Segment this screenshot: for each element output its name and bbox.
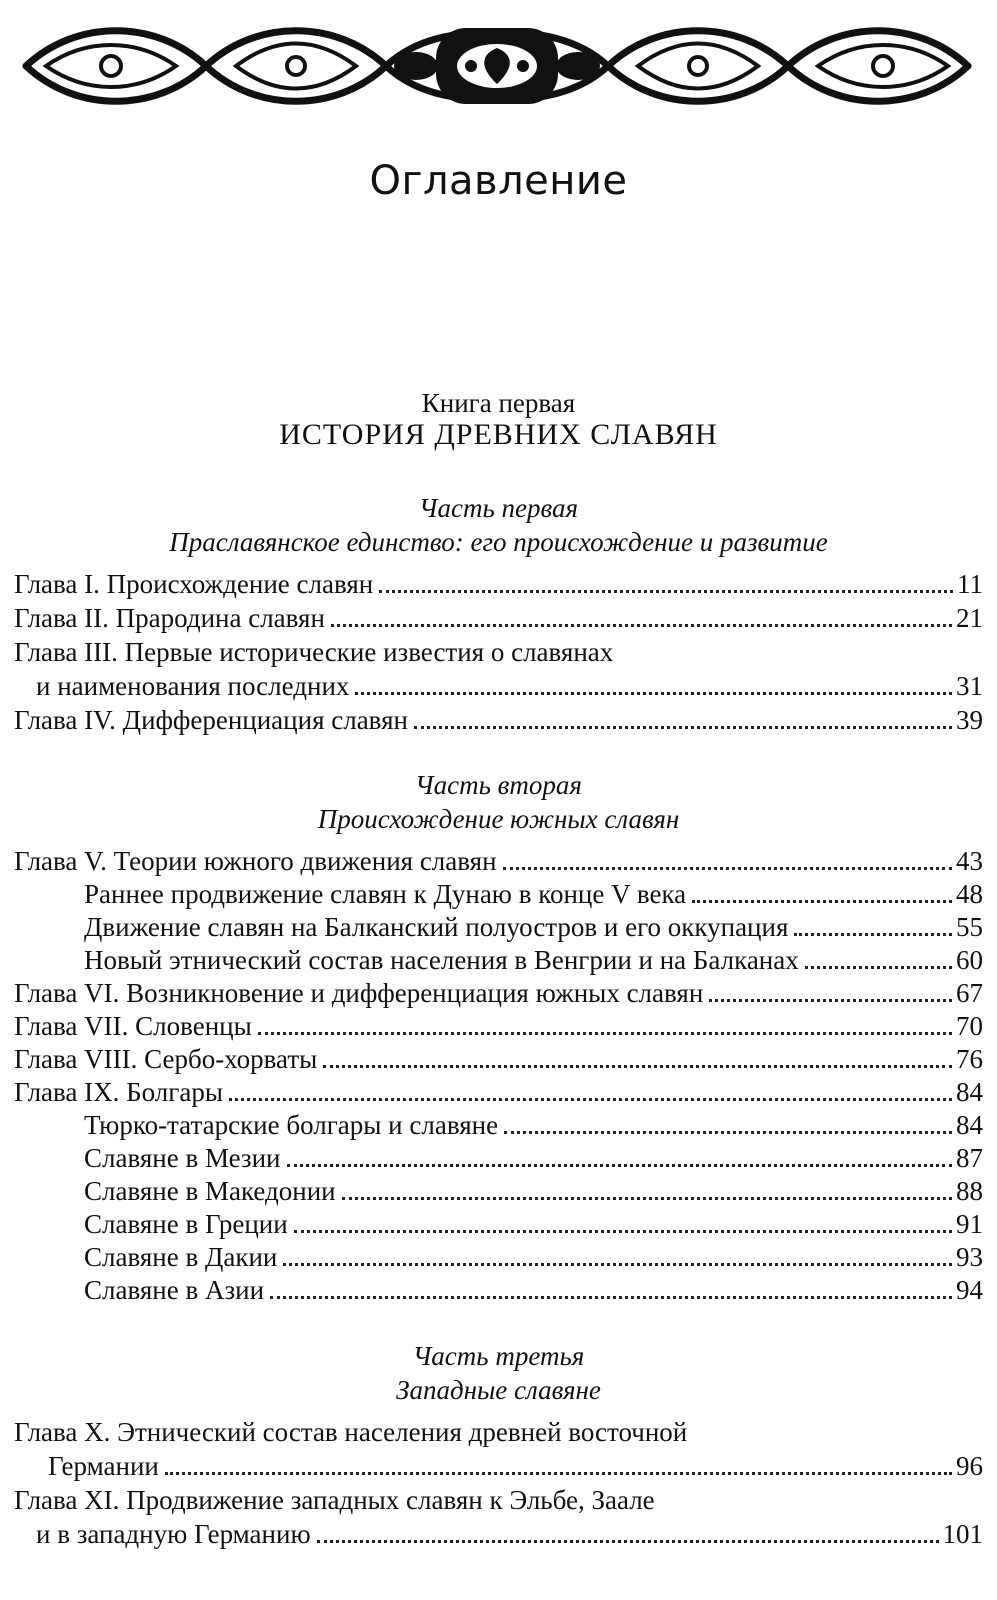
toc-entry-page: 101 bbox=[942, 1519, 983, 1549]
page-title: Оглавление bbox=[369, 158, 628, 204]
dot-leader bbox=[331, 624, 952, 627]
dot-leader bbox=[287, 1164, 953, 1167]
toc-entry-title: Славяне в Греции bbox=[84, 1209, 288, 1239]
toc-entry-first-line: Глава XI. Продвижение западных славян к Эльбе, Заале bbox=[14, 1485, 655, 1515]
toc-entry-title: Славяне в Мезии bbox=[84, 1143, 281, 1173]
toc-entry-title: и в западную Германию bbox=[36, 1519, 311, 1549]
toc-subentry[interactable] bbox=[84, 1108, 983, 1142]
toc-entry[interactable] bbox=[14, 703, 983, 737]
toc-subentry[interactable] bbox=[84, 1273, 983, 1307]
toc-entry-title: Глава V. Теории южного движения славян bbox=[14, 846, 497, 876]
part-label: Часть вторая bbox=[415, 770, 582, 800]
dot-leader bbox=[165, 1472, 952, 1475]
toc-entry-title: Славяне в Азии bbox=[84, 1275, 265, 1305]
toc-entry-title: и наименования последних bbox=[36, 671, 350, 701]
toc-entry-title: Глава IV. Дифференциация славян bbox=[14, 705, 408, 735]
part-subtitle: Праславянское единство: его происхождение и развитие bbox=[169, 527, 828, 557]
toc-entry-title: Германии bbox=[48, 1451, 159, 1481]
toc-entry-first-line: Глава III. Первые исторические известия о славянах bbox=[14, 637, 614, 667]
part-label: Часть первая bbox=[418, 493, 579, 523]
toc-entry-title: Славяне в Македонии bbox=[84, 1176, 336, 1206]
toc-entry[interactable] bbox=[48, 1449, 983, 1483]
part-label: Часть третья bbox=[412, 1341, 585, 1371]
toc-entry-page: 84 bbox=[956, 1110, 983, 1140]
dot-leader bbox=[229, 1098, 952, 1101]
dot-leader bbox=[692, 900, 952, 903]
toc-entry-title: Глава II. Прародина славян bbox=[14, 603, 325, 633]
dot-leader bbox=[794, 933, 952, 936]
toc-subentry[interactable] bbox=[84, 1141, 983, 1175]
toc-subentry[interactable] bbox=[84, 1207, 983, 1241]
toc-entry-page: 55 bbox=[956, 912, 983, 942]
toc-subentry[interactable] bbox=[84, 877, 983, 911]
dot-leader bbox=[258, 1032, 952, 1035]
toc-entry-title: Глава VII. Словенцы bbox=[14, 1011, 252, 1041]
dot-leader bbox=[379, 590, 953, 593]
book-label: Книга первая bbox=[421, 388, 576, 418]
toc-entry-title: Движение славян на Балканский полуостров и его оккупация bbox=[84, 912, 789, 942]
toc-entry[interactable] bbox=[14, 1042, 983, 1076]
dot-leader bbox=[270, 1296, 952, 1299]
toc-entry-title: Раннее продвижение славян к Дунаю в конце V века bbox=[84, 879, 687, 909]
dot-leader bbox=[805, 966, 952, 969]
toc-entry-page: 93 bbox=[956, 1242, 983, 1272]
toc-entry[interactable] bbox=[36, 1517, 983, 1551]
dot-leader bbox=[414, 726, 952, 729]
book-title: ИСТОРИЯ ДРЕВНИХ СЛАВЯН bbox=[279, 418, 718, 451]
toc-subentry[interactable] bbox=[84, 1240, 983, 1274]
toc-subentry[interactable] bbox=[84, 910, 983, 944]
dot-leader bbox=[283, 1263, 952, 1266]
toc-entry-page: 76 bbox=[956, 1044, 983, 1074]
toc-entry[interactable] bbox=[36, 669, 983, 703]
dot-leader bbox=[323, 1065, 952, 1068]
toc-entry-page: 96 bbox=[956, 1451, 983, 1481]
toc-entry-title: Глава IX. Болгары bbox=[14, 1077, 223, 1107]
toc-entry-page: 11 bbox=[957, 569, 983, 599]
part-subtitle: Происхождение южных славян bbox=[317, 804, 680, 834]
dot-leader bbox=[709, 999, 952, 1002]
dot-leader bbox=[503, 867, 952, 870]
dot-leader bbox=[342, 1197, 952, 1200]
toc-entry-title: Тюрко-татарские болгары и славяне bbox=[84, 1110, 499, 1140]
toc-entry[interactable] bbox=[14, 601, 983, 635]
dot-leader bbox=[294, 1230, 952, 1233]
toc-entry-page: 48 bbox=[956, 879, 983, 909]
toc-entry-page: 87 bbox=[956, 1143, 983, 1173]
toc-entry-page: 70 bbox=[956, 1011, 983, 1041]
toc-entry[interactable] bbox=[14, 1075, 983, 1109]
toc-entry-page: 94 bbox=[956, 1275, 983, 1305]
toc-entry-page: 84 bbox=[956, 1077, 983, 1107]
toc-entry[interactable] bbox=[14, 567, 983, 601]
part-subtitle: Западные славяне bbox=[396, 1375, 601, 1405]
dot-leader bbox=[317, 1540, 939, 1543]
toc-entry-title: Славяне в Дакии bbox=[84, 1242, 278, 1272]
toc-entry-title: Глава VIII. Сербо-хорваты bbox=[14, 1044, 318, 1074]
toc-entry-title: Новый этнический состав населения в Венгрии и на Балканах bbox=[84, 945, 799, 975]
toc-subentry[interactable] bbox=[84, 1174, 983, 1208]
toc-entry[interactable] bbox=[14, 1009, 983, 1043]
toc-entry-first-line: Глава X. Этнический состав населения древней восточной bbox=[14, 1417, 688, 1447]
toc-entry[interactable] bbox=[14, 976, 983, 1010]
toc-entry-page: 67 bbox=[956, 978, 983, 1008]
toc-entry-page: 39 bbox=[956, 705, 983, 735]
toc-entry-page: 60 bbox=[956, 945, 983, 975]
toc-entry-page: 43 bbox=[956, 846, 983, 876]
toc-entry[interactable] bbox=[14, 844, 983, 878]
toc-subentry[interactable] bbox=[84, 943, 983, 977]
toc-entry-page: 31 bbox=[956, 671, 983, 701]
celtic-knot-ornament bbox=[16, 14, 978, 118]
toc-entry-page: 21 bbox=[956, 603, 983, 633]
dot-leader bbox=[504, 1131, 952, 1134]
dot-leader bbox=[355, 692, 952, 695]
toc-entry-title: Глава VI. Возникновение и дифференциация южных славян bbox=[14, 978, 704, 1008]
toc-entry-page: 88 bbox=[956, 1176, 983, 1206]
toc-entry-page: 91 bbox=[956, 1209, 983, 1239]
toc-entry-title: Глава I. Происхождение славян bbox=[14, 569, 374, 599]
